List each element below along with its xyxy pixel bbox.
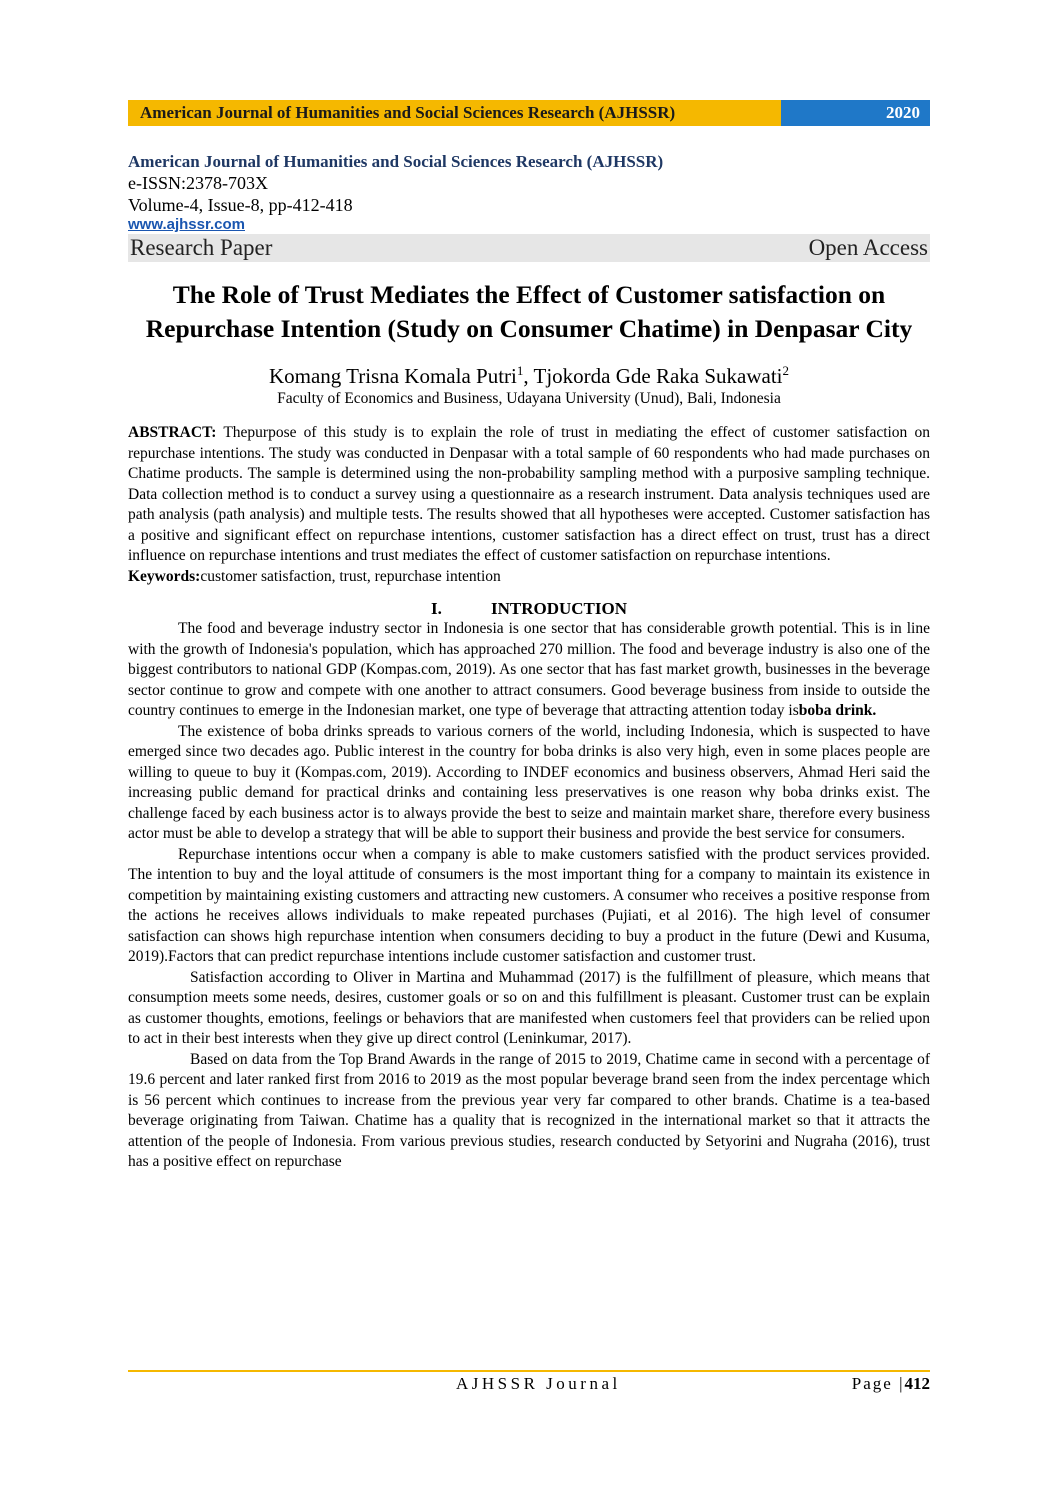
running-header-journal: American Journal of Humanities and Social Sciences Research (AJHSSR) (128, 100, 781, 126)
masthead-journal-name: American Journal of Humanities and Social Sciences Research (AJHSSR) (128, 152, 664, 171)
footer-journal: AJHSSR Journal (456, 1374, 621, 1393)
keywords-text: customer satisfaction, trust, repurchase intention (200, 567, 501, 585)
open-access-label: Open Access (808, 235, 928, 260)
author-name: Komang Trisna Komala Putri (268, 364, 517, 388)
page-number-value: 412 (904, 1374, 930, 1393)
keywords-label: Keywords: (128, 567, 201, 585)
paragraph: Based on data from the Top Brand Awards in the range of 2015 to 2019, Chatime came in second with a percentage of 19.6 percent and later ranked first from 2016 to 2019 as the most popular beverage brand seen from the index percentage which is 56 percent which continues to increase from the previous year very far compared to other brands. Chatime is a tea-based beverage originating from Taiwan. Chatime has a quality that is recognized in the international market so that it attracts the attention of the people of Indonesia. From various previous studies, research conducted by Setyorini and Nugraha (2016), trust has a positive effect on repurchase (128, 1050, 930, 1170)
affiliation-marker: 1 (516, 363, 524, 378)
footer-rule (128, 1370, 930, 1372)
paragraph-bold-text: boba drink. (798, 702, 877, 719)
abstract-label: ABSTRACT: (128, 424, 217, 441)
abstract (128, 423, 930, 567)
paper-type: Research Paper (130, 235, 273, 260)
paragraph (128, 619, 930, 722)
paper-type-bar (128, 234, 930, 262)
paragraph: Repurchase intentions occur when a company is able to make customers satisfied with the product services provided. The intention to buy and the loyal attitude of consumers is the most important thing for a company to maintain its existence in competition by maintaining existing customers and attracting new customers. A consumer who receives a positive response from the actions he receives allows individuals to make repeated purchases (Pujiati, et al 2016). The high level of consumer satisfaction can shows high repurchase intention when consumers deciding to buy a product in the future (Dewi and Kusuma, 2019).Factors that can predict repurchase intentions include customer satisfaction and customer trust. (128, 845, 930, 965)
issn: e-ISSN:2378-703X (128, 173, 268, 193)
volume-issue: Volume-4, Issue-8, pp-412-418 (128, 195, 353, 215)
author-name: Tjokorda Gde Raka Sukawati (533, 364, 783, 388)
author-separator: , (523, 364, 534, 388)
abstract-text: Thepurpose of this study is to explain the role of trust in mediating the effect of customer satisfaction on repurchase intentions. The study was conducted in Denpasar with a total sample of 60 respondents who had made purchases on Chatime products. The sample is determined using the non-probability sampling method with a purposive sampling technique. Data collection method is to conduct a survey using a questionnaire as a research instrument. Data analysis techniques used are path analysis (path analysis) and multiple tests. The results showed that all hypotheses were accepted. Customer satisfaction has a positive and significant effect on repurchase intentions, customer satisfaction has a direct effect on trust, trust has a direct influence on repurchase intentions and trust mediates the effect of customer satisfaction on repurchase intentions. (128, 424, 930, 564)
affiliation: Faculty of Economics and Business, Udayana University (Unud), Bali, Indonesia (277, 390, 781, 407)
keywords (128, 567, 930, 588)
authors (128, 358, 930, 389)
affiliation-marker: 2 (782, 363, 790, 378)
section-title: INTRODUCTION (490, 599, 628, 618)
paragraph: The existence of boba drinks spreads to various corners of the world, including Indonesia, which is suspected to have emerged since two decades ago. Public interest in the country for boba drinks is also very high, even in some places people are willing to queue to buy it (Kompas.com, 2019). According to INDEF economics and business observers, Ahmad Heri said the increasing public demand for practical drinks and containing less preservatives is one reason why boba drinks exist. The challenge faced by each business actor is to always provide the best to seize and maintain market share, therefore every business actor must be able to develop a strategy that will be able to support their business and provide the best service for consumers. (128, 722, 930, 842)
running-header (128, 100, 930, 126)
running-header-year: 2020 (781, 100, 930, 126)
section-heading (128, 599, 930, 619)
page-label: Page | (851, 1374, 905, 1393)
section-number: I. (430, 599, 442, 618)
website-link[interactable]: www.ajhssr.com (128, 216, 245, 233)
paragraph-text: The food and beverage industry sector in Indonesia is one sector that has considerable growth potential. This is in line with the growth of Indonesia's population, which has approached 270 million. The food and beverage industry is also one of the biggest contributors to national GDP (Kompas.com, 2019). As one sector that has fast market growth, businesses in the beverage sector continue to grow and compete with one another to attract consumers. Good beverage business from inside to outside the country continues to emerge in the Indonesian market, one type of beverage that attracting attention today is (128, 620, 930, 719)
page-content (128, 100, 930, 1173)
page-number (852, 1373, 930, 1395)
article-title: The Role of Trust Mediates the Effect of Customer satisfaction on Repurchase Intention (Study on Consumer Chatime) in Denpasar City (145, 280, 913, 343)
paragraph: Satisfaction according to Oliver in Martina and Muhammad (2017) is the fulfillment of pleasure, which means that consumption meets some needs, desires, customer goals or so on and this fulfillment is pleasant. Customer trust can be explain as customer thoughts, emotions, feelings or behaviors that are manifested when customers feel that providers can be relied upon to act in their best interests when they give up direct control (Leninkumar, 2017). (128, 968, 930, 1047)
